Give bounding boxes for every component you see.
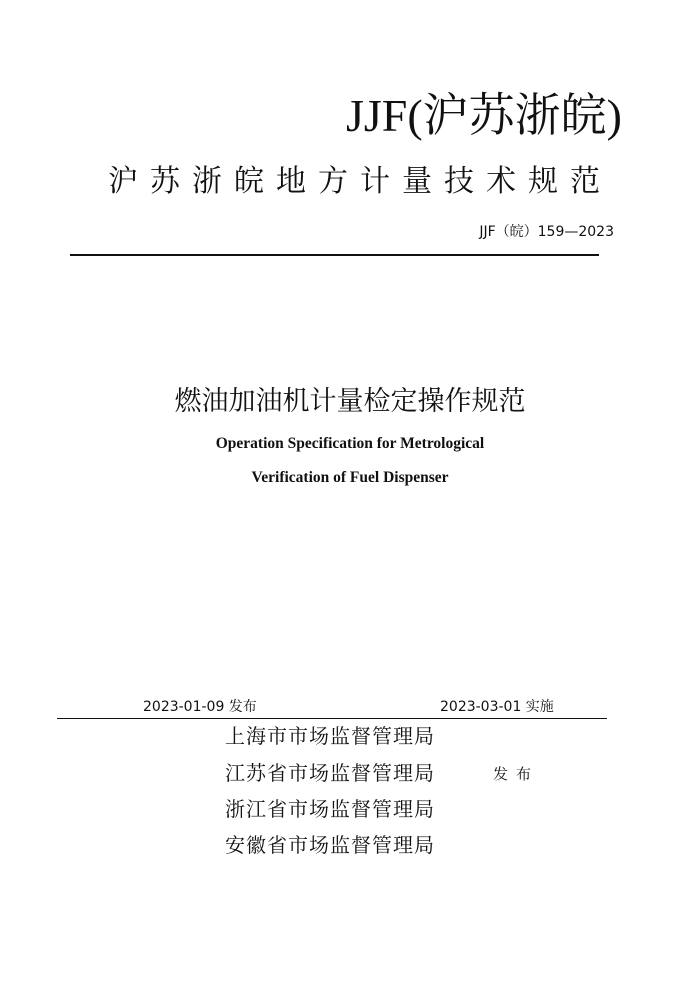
document-title-english-line1: Operation Specification for Metrological	[215, 435, 485, 452]
document-title-english-line2: Verification of Fuel Dispenser	[251, 469, 449, 486]
standard-code: JJF（皖）159—2023	[479, 224, 614, 240]
issue-date: 2023-01-09 发布	[143, 699, 257, 715]
implementation-date: 2023-03-01 实施	[440, 699, 554, 715]
top-divider	[70, 254, 599, 256]
standard-prefix: JJF(沪苏浙皖)	[345, 90, 622, 141]
issuer-shanghai: 上海市市场监督管理局	[225, 724, 435, 748]
publish-label: 发布	[493, 765, 540, 783]
series-title: 沪苏浙皖地方计量技术规范	[108, 164, 612, 199]
issuer-anhui: 安徽省市场监督管理局	[225, 833, 435, 857]
issuer-zhejiang: 浙江省市场监督管理局	[225, 797, 435, 821]
document-title-chinese: 燃油加油机计量检定操作规范	[174, 386, 526, 417]
issuer-jiangsu: 江苏省市场监督管理局	[225, 761, 435, 785]
bottom-divider	[57, 718, 607, 719]
